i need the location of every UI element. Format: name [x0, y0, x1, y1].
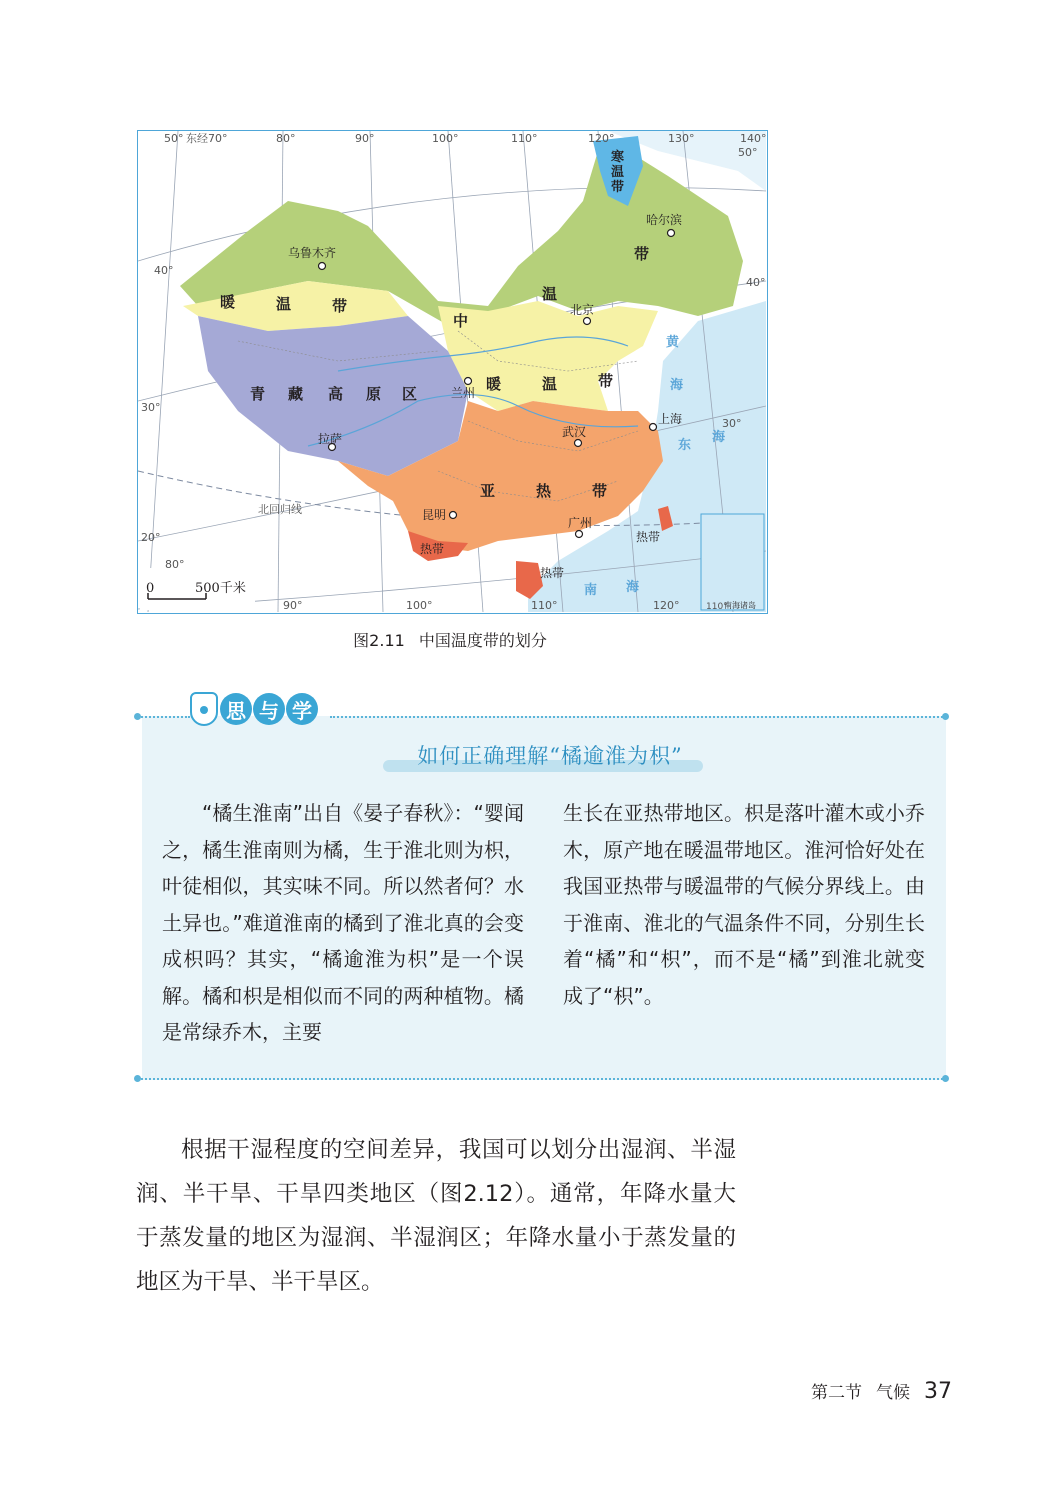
- zone-label: 热: [536, 482, 552, 500]
- body-paragraph: 根据干湿程度的空间差异，我国可以划分出湿润、半湿润、半干旱、干旱四类地区（图2.12）。通常，年降水量大于蒸发量的地区为湿润、半湿润区；年降水量小于蒸发量的地区为干旱、半干旱区。: [136, 1137, 736, 1295]
- lon-label: 120°: [588, 132, 615, 145]
- zone-label: 热带: [420, 542, 445, 556]
- figure-number: 图2.11: [353, 631, 405, 650]
- lon-label: 110°: [706, 602, 728, 612]
- sea-label: 东: [678, 438, 692, 453]
- lon-label: 80°: [165, 558, 185, 571]
- dotted-divider: [330, 716, 946, 718]
- zone-label: 温: [542, 375, 558, 393]
- sea-label: 南: [584, 583, 598, 598]
- sea-label: 海: [626, 580, 640, 595]
- lon-label: 90°: [283, 599, 303, 612]
- city-label: 兰州: [451, 386, 476, 400]
- zone-label: 暖: [220, 293, 236, 311]
- figure-title: 中国温度带的划分: [418, 631, 547, 650]
- sea-label: 黄: [666, 335, 680, 350]
- city-label: 广州: [568, 516, 593, 530]
- footer-section: 第二节: [811, 1383, 862, 1403]
- page-number: 37: [924, 1379, 952, 1404]
- lat-label: 50°: [738, 146, 758, 159]
- lon-label: 110°: [531, 599, 558, 612]
- footer-topic: 气候: [876, 1383, 910, 1403]
- sea-label: 海: [670, 378, 684, 393]
- tropic-label: 北回归线: [258, 503, 302, 516]
- box-text-right: 生长在亚热带地区。枳是落叶灌木或小乔木，原产地在暖温带地区。淮河恰好处在我国亚热带与暖温带的气候分界线上。由于淮南、淮北的气温条件不同，分别生长着“橘”和“枳”，而不是“橘”到淮北就变成了“枳”。: [563, 801, 925, 1008]
- zone-label: 暖: [486, 375, 502, 393]
- lon-label: 130°: [668, 132, 695, 145]
- lat-label: 40°: [746, 276, 766, 289]
- zone-label: 亚: [480, 482, 496, 500]
- think-learn-badge: [190, 687, 319, 731]
- dot-marker: [942, 1075, 949, 1082]
- sea-label: 海: [712, 430, 726, 445]
- city-label: 北京: [570, 303, 595, 317]
- zone-label: 带: [598, 372, 614, 390]
- zone-label: 寒: [611, 150, 625, 165]
- city-label: 昆明: [422, 508, 447, 522]
- lon-label: 120°: [653, 599, 680, 612]
- page-footer: [811, 1378, 952, 1404]
- lat-label: 30°: [141, 401, 161, 414]
- lon-label: 90°: [355, 132, 375, 145]
- zone-label: 中: [453, 312, 469, 330]
- city-label: 武汉: [562, 425, 587, 439]
- lat-label: 40°: [154, 264, 174, 277]
- zone-label: 原: [366, 385, 382, 403]
- lon-label: 80°: [276, 132, 296, 145]
- scale-length: 500千米: [195, 581, 246, 596]
- scale-zero: 0: [146, 581, 155, 596]
- zone-label: 温: [276, 295, 292, 313]
- bookmark-icon: [190, 692, 218, 726]
- dot-marker: [134, 713, 141, 720]
- lon-label: 50°: [164, 132, 184, 145]
- dot-marker: [134, 1075, 141, 1082]
- zone-label: 青: [250, 385, 266, 403]
- lon-label: 140°: [740, 132, 766, 145]
- lon-label: 110°: [511, 132, 538, 145]
- figure-caption: [0, 628, 900, 651]
- zone-label: 带: [634, 245, 650, 263]
- zone-label: 温: [611, 165, 625, 180]
- badge-char: 思: [220, 693, 252, 725]
- zone-label: 藏: [288, 385, 304, 403]
- lon-label: 100°: [406, 599, 433, 612]
- badge-char: 学: [286, 693, 318, 725]
- box-text-left: “橘生淮南”出自《晏子春秋》：“婴闻之，橘生淮南则为橘，生于淮北则为枳，叶徒相似，其实味不同。所以然者何？水土异也。”难道淮南的橘到了淮北真的会变成枳吗？其实，“橘逾淮为枳”是一个误解。橘和枳是相似而不同的两种植物。橘是常绿乔木，主要: [162, 801, 524, 1044]
- city-label: 哈尔滨: [646, 213, 683, 227]
- inset-label: 南海诸岛: [724, 601, 756, 610]
- zone-label: 温: [542, 285, 558, 303]
- zone-label: 区: [402, 385, 418, 403]
- south-china-sea-inset: [701, 514, 764, 610]
- badge-char: 与: [253, 693, 285, 725]
- zone-label: 高: [328, 385, 344, 403]
- zone-label: 带: [332, 297, 348, 315]
- dot-marker: [942, 713, 949, 720]
- temperature-zone-map: [137, 130, 768, 614]
- dotted-divider: [138, 716, 190, 718]
- zone-label: 热带: [636, 530, 661, 544]
- lat-label: 20°: [141, 531, 161, 544]
- box-title: 如何正确理解“橘逾淮为枳”: [417, 744, 683, 768]
- lat-label: 30°: [722, 417, 742, 430]
- city-label: 拉萨: [318, 432, 343, 446]
- zone-label: 带: [611, 180, 625, 195]
- zone-label: 热带: [540, 566, 565, 580]
- city-label: 乌鲁木齐: [288, 246, 337, 260]
- dotted-divider: [138, 1078, 946, 1080]
- city-label: 上海: [658, 412, 683, 426]
- lon-label: 100°: [432, 132, 459, 145]
- lon-label: 东经70°: [186, 132, 228, 145]
- zone-label: 带: [592, 482, 608, 500]
